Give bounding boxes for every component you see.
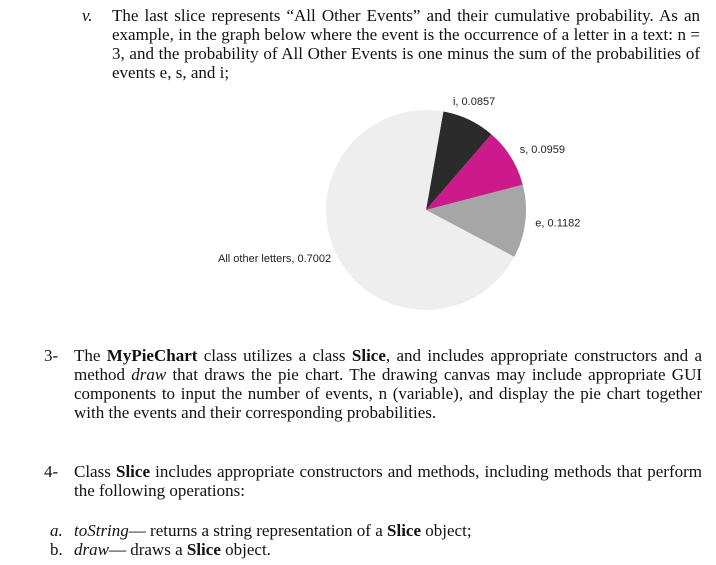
item-v-text: The last slice represents “All Other Events” and their cumulative probability. As an example, in the graph below where the event is the occurrence of a letter in a text: n = 3, and the probability of All Other Events is one minus the sum of the probabilities of events e, s, and i; <box>112 6 700 82</box>
item-3-mid2: , and includes appropriate constructors and a method <box>74 346 702 384</box>
item-3-mid1: class utilizes a class <box>197 346 352 365</box>
item-a-pre: — returns a string representation of a <box>128 521 388 540</box>
class-slice: Slice <box>387 521 422 540</box>
pie-label-e: e, 0.1182 <box>535 217 581 230</box>
item-b-post: object. <box>220 540 271 559</box>
item-3-marker: 3- <box>44 346 59 365</box>
item-a-text <box>74 521 702 540</box>
item-3-text <box>74 346 702 422</box>
pie-label-all-other-letters: All other letters, 0.7002 <box>218 253 332 265</box>
item-b-pre: — draws a <box>108 540 187 559</box>
pie-slices <box>326 110 526 310</box>
class-slice: Slice <box>351 346 386 365</box>
class-slice: Slice <box>116 462 150 481</box>
item-4-pre: Class <box>74 462 116 481</box>
method-draw: draw <box>74 540 109 559</box>
item-b-marker: b. <box>50 540 63 559</box>
pie-label-s: s, 0.0959 <box>519 144 565 156</box>
pie-label-i: i, 0.0857 <box>452 95 496 108</box>
item-3-pre: The <box>74 346 107 365</box>
item-v-marker: v. <box>82 6 93 25</box>
item-3-post: that draws the pie chart. The drawing canvas may include appropriate GUI components to input the number of events, n (variable), and display the pie chart together with the events and their corresponding probabilities. <box>74 365 703 422</box>
item-a-post: object; <box>421 521 472 540</box>
method-draw: draw <box>131 365 167 384</box>
item-4-post: includes appropriate constructors and methods, including methods that perform the following operations: <box>74 462 702 500</box>
item-b-text <box>74 540 702 559</box>
class-mypiechart: MyPieChart <box>106 346 198 365</box>
class-slice: Slice <box>186 540 221 559</box>
method-tostring: toString <box>74 521 129 540</box>
item-a-marker: a. <box>50 521 63 540</box>
item-4-marker: 4- <box>44 462 59 481</box>
item-4-text <box>74 462 702 500</box>
